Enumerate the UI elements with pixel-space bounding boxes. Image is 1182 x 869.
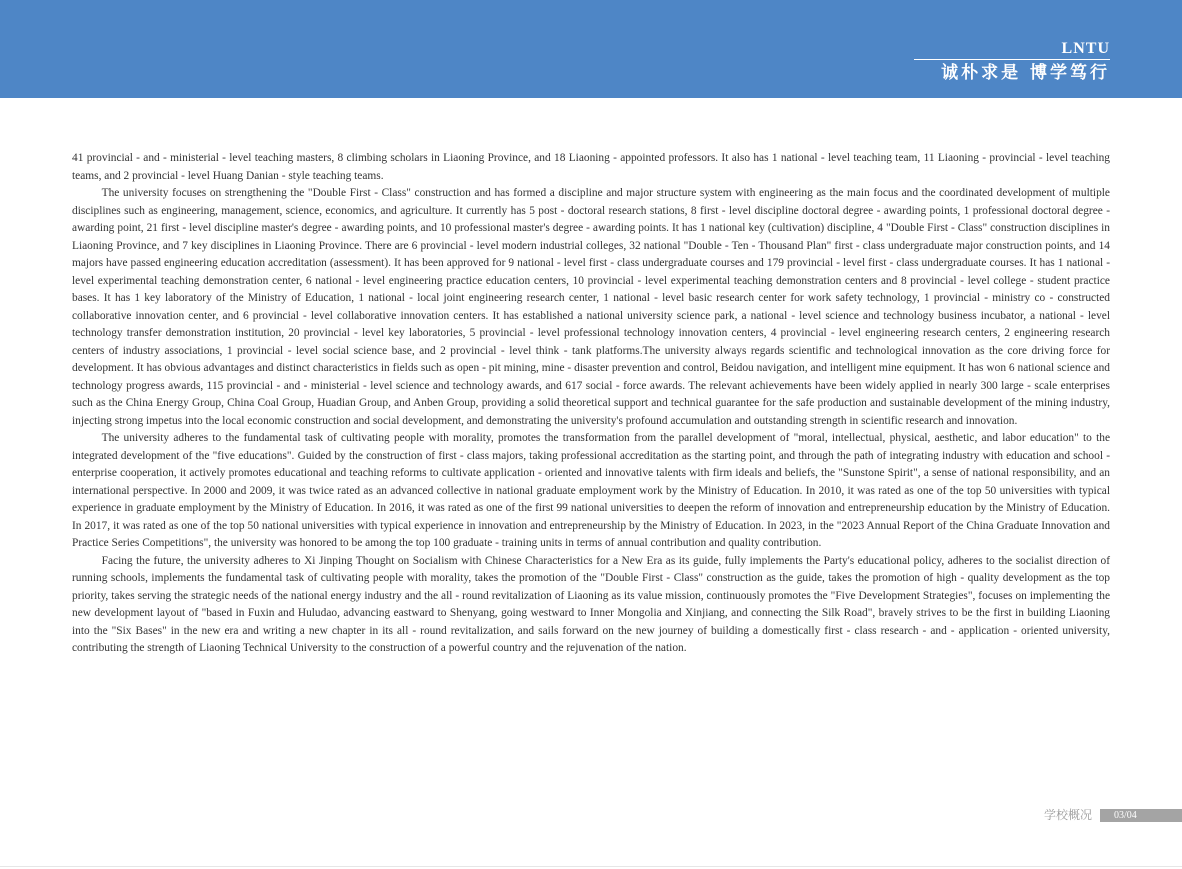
section-label: 学校概况 (1043, 808, 1092, 822)
brand-name: LNTU (1061, 40, 1110, 57)
paragraph-disciplines: The university focuses on strengthening the "Double First - Class" construction and has formed a discipline and major structure system with engineering as the main focus and the coordinated development of multiple disciplines such as engineering, management, science, economics, and agriculture. It currently has 5 post - doctoral research stations, 8 first - level discipline doctoral degree - awarding points, 1 professional doctoral degree - awarding point, 21 first - level discipline master's degree - awarding points, and 10 professional master's degree - awarding points. It has 1 national key (cultivation) discipline, 4 "Double First - Class" construction disciplines in Liaoning Province, and 7 key disciplines in Liaoning Province. There are 6 provincial - level modern industrial colleges, 32 national "Double - Ten - Thousand Plan" first - class undergraduate major construction points, and 14 majors have passed engineering education accreditation (assessment). It has been approved for 9 national - level first - class undergraduate courses and 179 provincial - level first - class undergraduate courses. It has 1 national - level experimental teaching demonstration center, 6 national - level engineering practice education centers, 10 provincial - level experimental teaching demonstration centers and 8 provincial - level college - student practice bases. It has 1 key laboratory of the Ministry of Education, 1 national - local joint engineering research center, 1 national - level basic research center for work safety technology, 1 provincial - ministry co - constructed collaborative innovation center, and 6 provincial - level collaborative innovation centers. It has established a national university science park, a national - level science and technology business incubator, a national - level technology transfer demonstration institution, 20 provincial - level key laboratories, 5 provincial - level professional technology innovation centers, 4 provincial - level engineering research centers, 2 engineering research centers of industry associations, 1 provincial - level social science base, and 2 provincial - level think - tank platforms.The university always regards scientific and technological innovation as the core driving force for development. It has obvious advantages and distinct characteristics in fields such as open - pit mining, mine - disaster prevention and control, Beidou navigation, and intelligent mine equipment. It has won 6 national science and technology progress awards, 115 provincial - and - ministerial - level science and technology awards, and 617 social - force awards. The relevant achievements have been widely applied in nearly 300 large - scale enterprises such as the China Energy Group, China Coal Group, Huadian Group, and Anben Group, providing a solid theoretical support and technical guarantee for the safe production and sustainable development of the mining industry, injecting strong impetus into the local economic construction and social development, and demonstrating the university's profound accumulation and outstanding strength in scientific research and innovation. (72, 187, 1110, 427)
page-number-badge: 03/04 (1100, 809, 1182, 822)
paragraph-talent-cultivation: The university adheres to the fundamental task of cultivating people with morality, promotes the transformation from the parallel development of "moral, intellectual, physical, aesthetic, and labor education" to the integrated development of the "five educations". Guided by the construction of first - class majors, taking professional accreditation as the starting point, and through the path of integrating industry with education and school - enterprise cooperation, it actively promotes educational and teaching reforms to cultivate application - oriented and innovative talents with firm ideals and beliefs, the "Sunstone Spirit", a sense of national responsibility, and an international perspective. In 2000 and 2009, it was twice rated as an advanced collective in national graduate employment work by the Ministry of Education. In 2010, it was rated as one of the top 50 universities with typical experience in graduate employment by the Ministry of Education. In 2016, it was rated as one of the first 99 national universities to deepen the reform of innovation and entrepreneurship education by the Ministry of Education. In 2017, it was rated as one of the top 50 national universities with typical experience in innovation and entrepreneurship by the Ministry of Education. In 2023, in the "2023 Annual Report of the China Graduate Innovation and Practice Series Competitions", the university was honored to be among the top 100 graduate - training units in terms of annual contribution and quality contribution. (72, 432, 1110, 549)
bottom-divider (0, 866, 1182, 867)
brand-motto: 诚朴求是 博学笃行 (941, 63, 1110, 83)
page-footer (1044, 809, 1182, 822)
brand-divider (914, 59, 1110, 60)
header-banner (0, 0, 1182, 98)
document-body (72, 150, 1110, 658)
paragraph-future: Facing the future, the university adheres to Xi Jinping Thought on Socialism with Chinese Characteristics for a New Era as its guide, fully implements the Party's educational policy, adheres to the socialist direction of running schools, implements the fundamental task of cultivating people with morality, takes the promotion of the "Double First - Class" construction as the guide, takes the promotion of high - quality development as the top priority, takes serving the strategic needs of the national energy industry and the all - round revitalization of Liaoning as its value mission, continuously promotes the "Five Development Strategies", focuses on implementing the new development layout of "based in Fuxin and Huludao, advancing eastward to Shenyang, going westward to Inner Mongolia and Xinjiang, and connecting the Silk Road", bravely strives to be the first in building Liaoning into the "Six Bases" in the new era and writing a new chapter in its all - round revitalization, and sails forward on the new journey of building a domestically first - class research - and - application - oriented university, contributing the strength of Liaoning Technical University to the construction of a powerful country and the rejuvenation of the nation. (72, 554, 1110, 654)
brand-block (914, 40, 1110, 83)
paragraph-continued: 41 provincial - and - ministerial - level teaching masters, 8 climbing scholars in Liaoning Province, and 18 Liaoning - appointed professors. It also has 1 national - level teaching team, 11 Liaoning - provincial - level teaching teams, and 2 provincial - level Huang Danian - style teaching teams. (72, 152, 1110, 182)
